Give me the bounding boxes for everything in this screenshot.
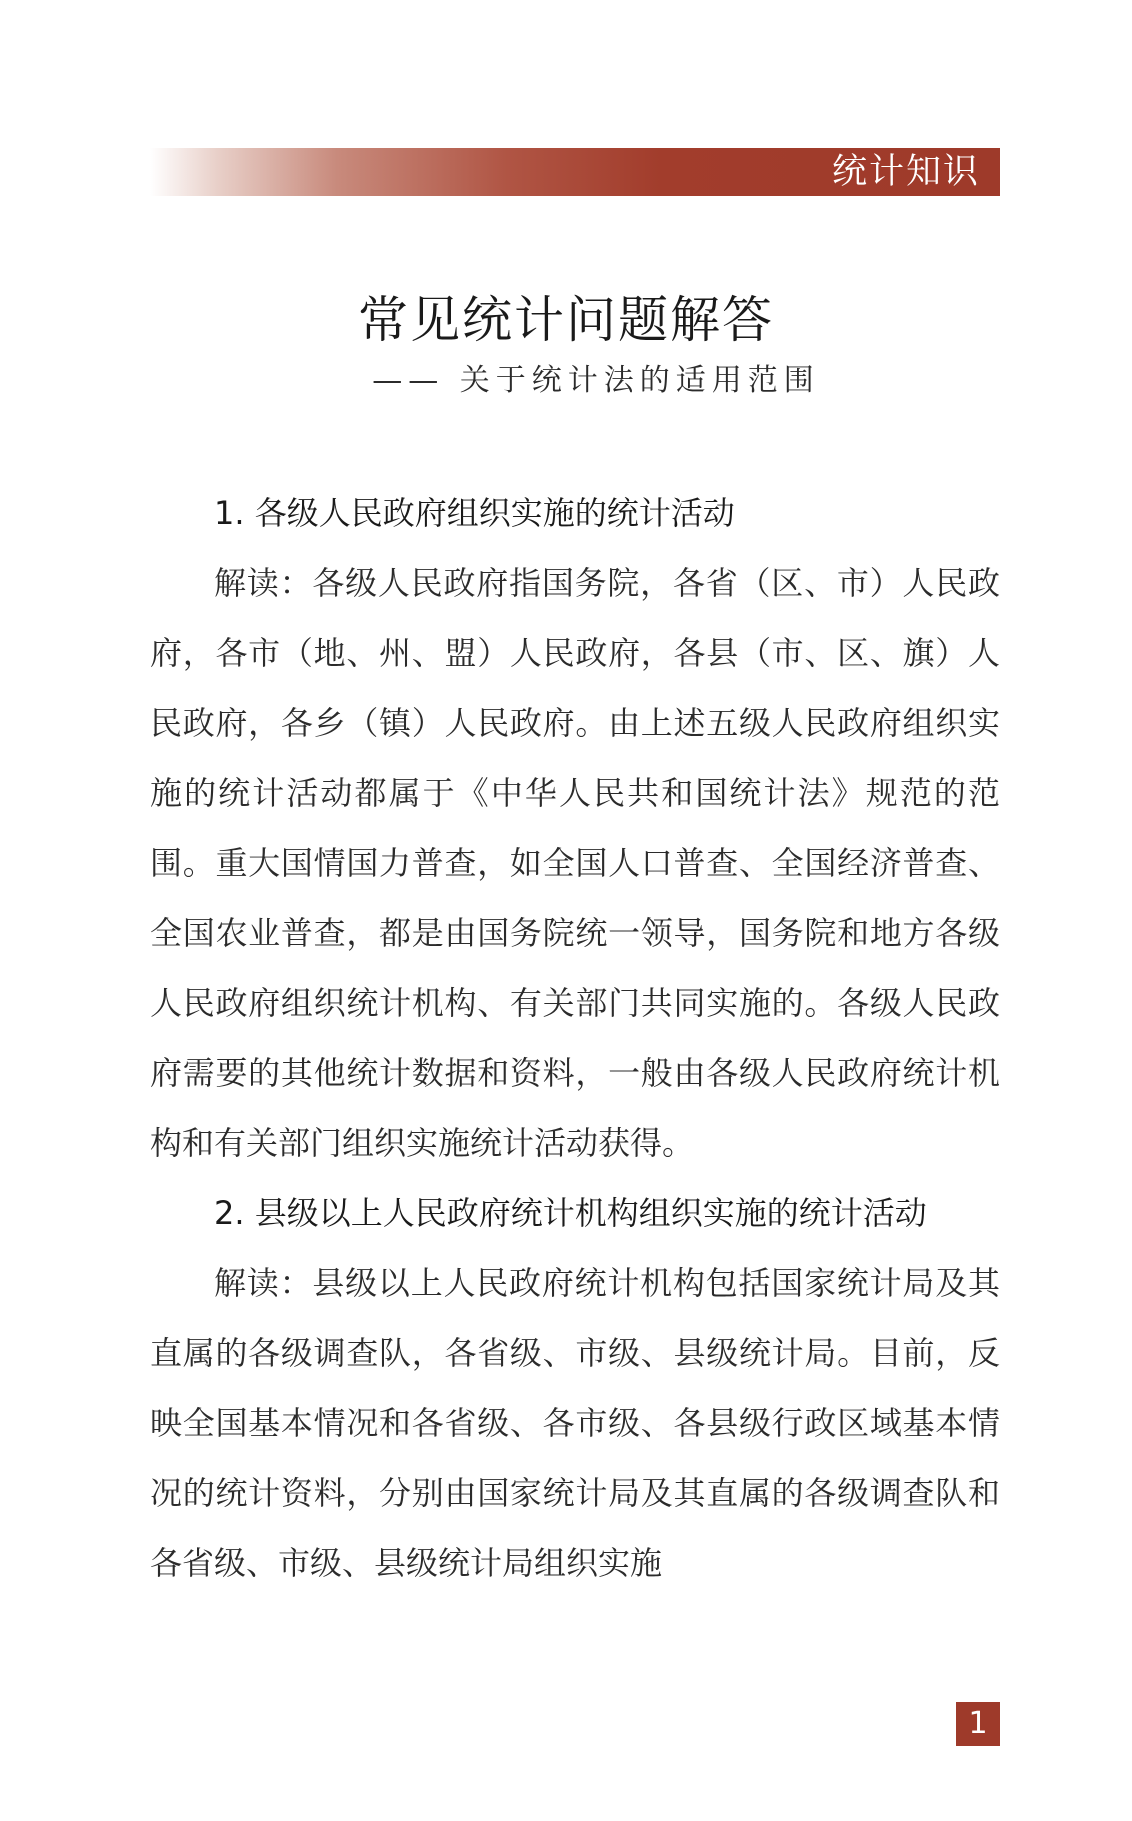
section-label: 统计知识: [831, 152, 980, 192]
section-body-1: 解读：各级人民政府指国务院，各省（区、市）人民政府，各市（地、州、盟）人民政府，各县（市、区、旗）人民政府，各乡（镇）人民政府。由上述五级人民政府组织实施的统计活动都属于《中华人民共和国统计法》规范的范围。重大国情国力普查，如全国人口普查、全国经济普查、全国农业普查，都是由国务院统一领导，国务院和地方各级人民政府组织统计机构、有关部门共同实施的。各级人民政府需要的其他统计数据和资料，一般由各级人民政府统计机构和有关部门组织实施统计活动获得。: [150, 564, 1000, 1162]
page-number-badge: 1: [956, 1702, 1000, 1746]
article-title: 常见统计问题解答: [358, 291, 774, 349]
article-subtitle: —— 关于统计法的适用范围: [372, 363, 820, 398]
article-body: [150, 478, 1000, 1598]
section-header-bar: [150, 148, 1000, 196]
section-body-2: 解读：县级以上人民政府统计机构包括国家统计局及其直属的各级调查队，各省级、市级、县级统计局。目前，反映全国基本情况和各省级、各市级、各县级行政区域基本情况的统计资料，分别由国家统计局及其直属的各级调查队和各省级、市级、县级统计局组织实施: [150, 1264, 1000, 1582]
section-heading-2: 2. 县级以上人民政府统计机构组织实施的统计活动: [214, 1194, 927, 1232]
section-heading-1: 1. 各级人民政府组织实施的统计活动: [214, 494, 735, 532]
